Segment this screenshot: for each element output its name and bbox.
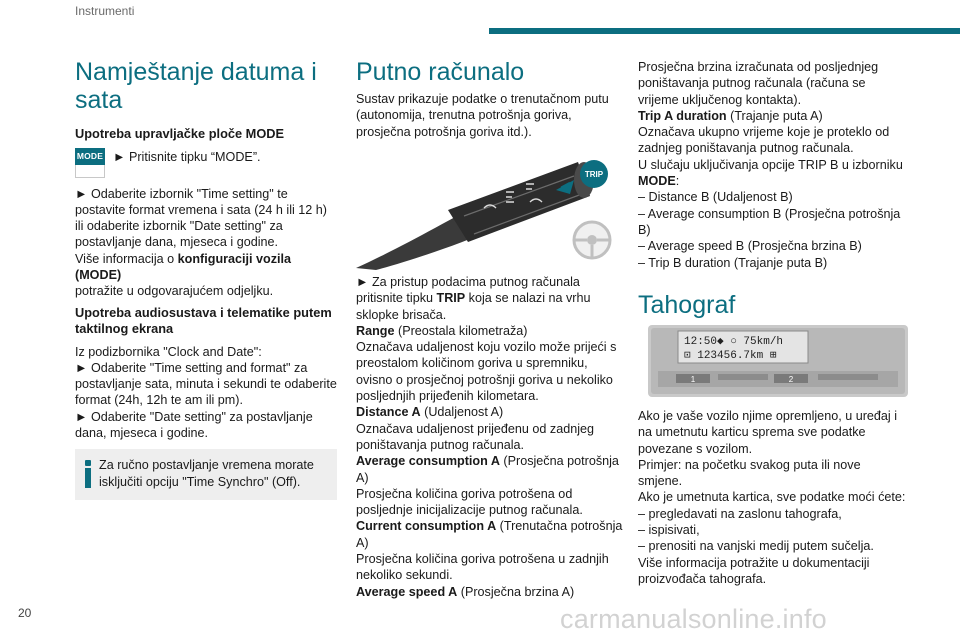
range-item: Range (Preostala kilometraža) <box>356 323 528 338</box>
avg-consumption-a-description: Prosječna količina goriva potrošena od posljednje inicijalizacije putnog računala. <box>356 486 583 518</box>
column-trip-details <box>356 274 624 600</box>
tachograph-slot-1-label: 1 <box>690 375 696 384</box>
avg-consumption-a-item: Average consumption A (Prosječna potrošnja A) <box>356 454 619 485</box>
current-consumption-a-item: Current consumption A (Trenutačna potrošnja A) <box>356 519 623 550</box>
info-note-text: Za ručno postavljanje vremena morate isključiti opciju "Time Synchro" (Off). <box>99 458 314 489</box>
distance-a-description: Označava udaljenost prijeđenu od zadnjeg poništavanja putnog računala. <box>356 421 595 452</box>
paragraph-trip-button: ► Za pristup podacima putnog računala pritisnite tipku TRIP koja se nalazi na vrhu sklopke brisača. <box>356 275 591 322</box>
tachograph-illustration <box>648 325 908 397</box>
trip-duration-a-description: Označava ukupno vrijeme koje je proteklo od zadnjeg poništavanja putnog računala. <box>638 125 890 156</box>
column-date-time <box>75 58 337 500</box>
mode-icon-label: MODE <box>75 148 105 165</box>
tachograph-paragraph-3: Ako je umetnuta kartica, sve podatke moći ćete: <box>638 490 906 505</box>
info-note <box>75 449 337 500</box>
subheading-mode-panel: Upotreba upravljačke ploče MODE <box>75 126 285 141</box>
wiper-stalk-illustration <box>356 150 614 270</box>
list-item: – Trip B duration (Trajanje puta B) <box>638 255 828 270</box>
tachograph-display-line1: 12:50◆ ○ 75km/h <box>684 336 784 348</box>
header-section-title: Instrumenti <box>75 4 135 18</box>
column-trip-continued <box>638 59 908 319</box>
paragraph-trip-intro: Sustav prikazuje podatke o trenutačnom putu (autonomija, trenutna potrošnja goriva, prosječna potrošnja goriva itd.). <box>356 92 609 139</box>
avg-speed-a-description: Prosječna brzina izračunata od posljednjeg poništavanja putnog računala (računa se vrijeme uključenog kontakta). <box>638 60 879 107</box>
distance-a-item: Distance A (Udaljenost A) <box>356 405 504 420</box>
tachograph-paragraph-2: Primjer: na početku svakog puta ili nove smjene. <box>638 457 861 489</box>
list-item: – ispisivati, <box>638 523 700 538</box>
trip-button-label: TRIP <box>584 170 604 179</box>
info-icon <box>85 457 91 490</box>
mode-instruction <box>75 148 337 178</box>
tachograph-paragraph-1: Ako je vaše vozilo njime opremljeno, u uređaj i na umetnutu karticu sprema sve podatke povezane s vozilom. <box>638 409 898 456</box>
list-item: – Average consumption B (Prosječna potrošnja B) <box>638 206 901 237</box>
page-number: 20 <box>18 606 32 620</box>
heading-trip-computer: Putno računalo <box>356 58 525 86</box>
list-item: – Distance B (Udaljenost B) <box>638 190 793 205</box>
paragraph-submenu: Iz podizbornika "Clock and Date": <box>75 344 262 359</box>
list-item: – Average speed B (Prosječna brzina B) <box>638 239 862 254</box>
tachograph-display-line2: ⊡ 123456.7km ⊞ <box>684 350 777 362</box>
heading-date-time: Namještanje datuma i sata <box>75 58 317 114</box>
press-mode-text: ► Pritisnite tipku “MODE”. <box>113 149 261 164</box>
tachograph-slot-2-label: 2 <box>788 375 794 384</box>
trip-b-option: U slučaju uključivanja opcije TRIP B u izborniku MODE: <box>638 157 903 189</box>
watermark-text: carmanualsonline.info <box>560 604 827 634</box>
avg-speed-a-item: Average speed A (Prosječna brzina A) <box>356 584 575 599</box>
tachograph-paragraph-4: Više informacija potražite u dokumentaciji proizvođača tahografa. <box>638 555 870 586</box>
range-description: Označava udaljenost koju vozilo može prijeći s preostalom količinom goriva u spremniku, ovisno o prosječnoj potrošnji goriva u nekoliko posljednjih prijeđenih kilometara. <box>356 340 617 404</box>
paragraph-select-time: ► Odaberite "Time setting and format" za postavljanje sata, minuta i sekundi te odaberite format (24h, 12h te am ili pm). <box>75 360 337 408</box>
paragraph-select-date: ► Odaberite "Date setting" za postavljanje dana, mjeseca i godine. <box>75 409 313 441</box>
column-tachograph <box>638 408 908 587</box>
mode-button-icon <box>75 148 105 178</box>
current-consumption-a-description: Prosječna količina goriva potrošena u zadnjih nekoliko sekundi. <box>356 552 609 583</box>
list-item: – prenositi na vanjski medij putem sučelja. <box>638 539 874 554</box>
list-item: – pregledavati na zaslonu tahografa, <box>638 506 842 521</box>
paragraph-more-info: Više informacija o konfiguraciji vozila (MODE) potražite u odgovarajućem odjeljku. <box>75 251 292 299</box>
heading-tachograph: Tahograf <box>638 290 736 319</box>
column-trip-computer <box>356 58 624 140</box>
paragraph-time-setting: ► Odaberite izbornik "Time setting" te postavite format vremena i sata (24 h ili 12 h) ili odaberite izbornik "Date setting" za postavljanje dana, mjeseca i godine. <box>75 186 327 250</box>
trip-duration-a-item: Trip A duration (Trajanje puta A) <box>638 108 823 123</box>
subheading-touchscreen: Upotreba audiosustava i telematike putem taktilnog ekrana <box>75 304 332 337</box>
header-accent-bar <box>489 28 960 34</box>
